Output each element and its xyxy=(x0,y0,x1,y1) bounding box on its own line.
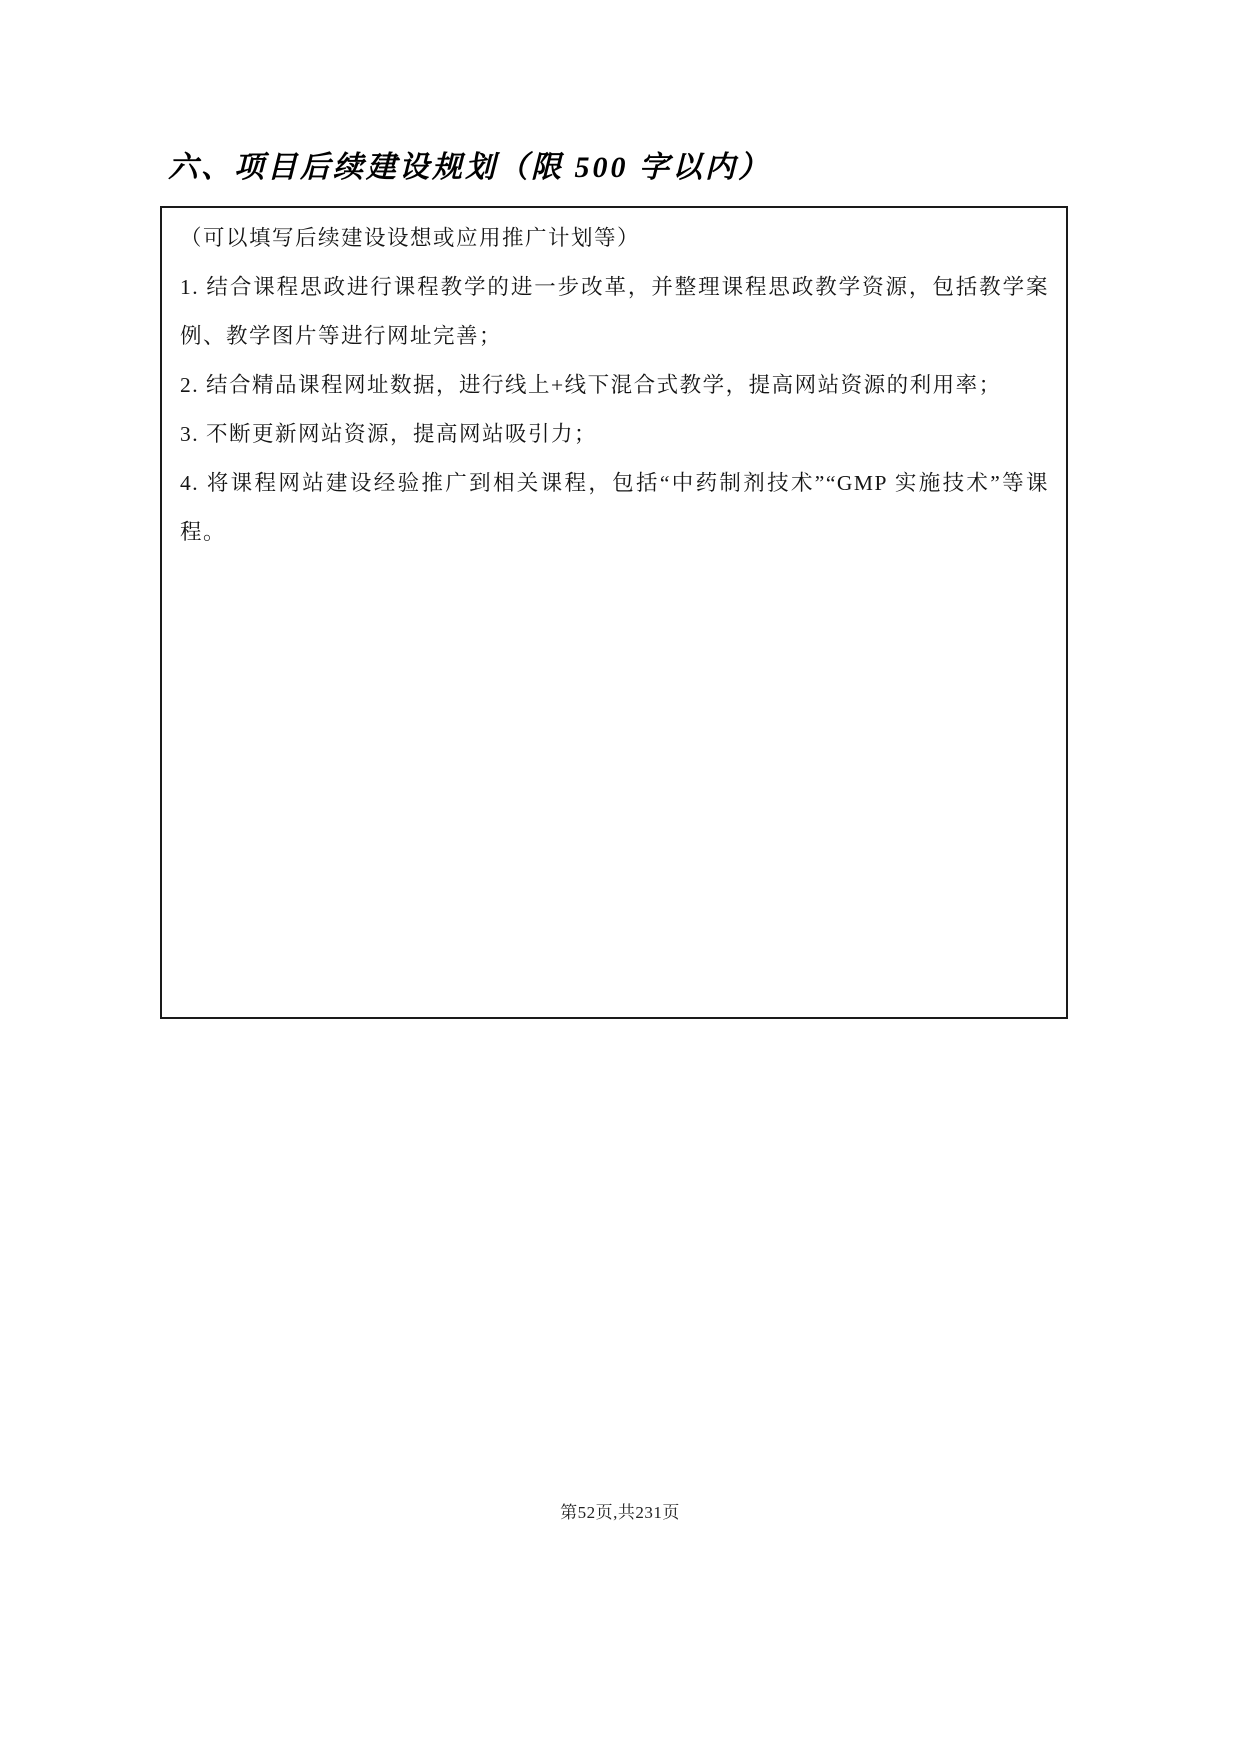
list-item: 4. 将课程网站建设经验推广到相关课程，包括“中药制剂技术”“GMP 实施技术”等课程。 xyxy=(180,471,1049,544)
content-box xyxy=(160,206,1068,1019)
page-number: 第52页,共231页 xyxy=(560,1503,680,1522)
section-title: 六、项目后续建设规划（限 500 字以内） xyxy=(168,151,771,184)
list-item: 2. 结合精品课程网址数据，进行线上+线下混合式教学，提高网站资源的利用率； xyxy=(180,373,1002,397)
content-hint: （可以填写后续建设设想或应用推广计划等） xyxy=(180,226,641,250)
list-item: 3. 不断更新网站资源，提高网站吸引力； xyxy=(180,422,598,446)
list-item: 1. 结合课程思政进行课程教学的进一步改革，并整理课程思政教学资源，包括教学案例、教学图片等进行网址完善； xyxy=(180,275,1049,348)
